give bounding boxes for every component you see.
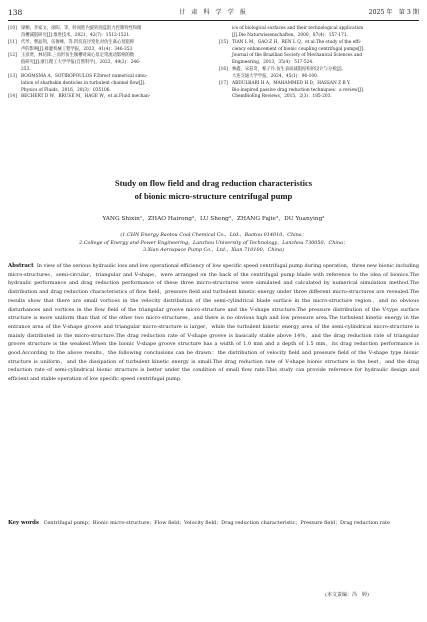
affiliation-line: 2.College of Energy and Power Engineering，Lanzhou University of Technology，Lanzhou 730050，China； [79, 239, 348, 246]
page-number: 138 [8, 8, 23, 17]
affiliation-line: (1.CHN Energy Baotou Coal Chemical Co.，Ltd.，Baotou 014010，China； [120, 232, 307, 238]
journal-name: 甘 肃 科 学 学 报 [179, 9, 248, 16]
abstract [8, 262, 419, 384]
issue-info: 2025 年 第 3 期 [368, 9, 419, 16]
reference-text: 代琴，曹晶剑，伍俊峰，等.凹坑直径变化对仿生离心泵阻抑 声的影响[J].排灌机械工程学报，2023，41(4)：346-353. [21, 39, 135, 52]
reference-number: [10] [8, 26, 17, 31]
reference-text: BECHERT D W，BRUSE M，HAGE W，et al.Fluid mechan- [21, 94, 151, 100]
abstract-label: Abstract [8, 263, 34, 269]
reference-number: [17] [219, 80, 228, 86]
title-line: Study on flow field and drag reduction characteristics [114, 178, 313, 188]
reference-number [219, 26, 232, 40]
reference-item [219, 81, 419, 102]
reference-item [8, 26, 204, 40]
abstract-text: In view of the serious hydraulic loss and low operational efficiency of low specific speed centrifugal pump during operation，three new bionic including micro-structures，semi-circular，triangular and V-shape，were arranged on the back of the centrifugal pump blade with reference to the idea of bionics.The hydraulic performance and drag reduction performance of these three micro-structures were simulated and calculated by numerical simulation method.The distribution and drag reduction characteristics of flow field，pressure field and turbulent kinetic energy under three different micro-structures are revealed.The results show that there are small vortices in the velocity distribution of the semi-cylindrical blade surface in the micro-structure region，and no obvious disturbances and vortices in the flow field of the triangular groove micro-structure and the V-shape structure.The pressure distribution of the V-type surface structure is more uniform than that of the other two micro-structures，and there is no obvious high and low pressure area.The turbulent kinetic energy in the entrance area of the V-shape groove and triangular micro-structure is larger，while the turbulent kinetic energy area of the semi-cylindrical micro-structure is mainly distributed in the micro-structure.The drag reduction rate of V-shape groove is basically stable above 14%，and the drag reduction rate of triangular groove structure is the weakest.When the bionic V-shape groove structure has a width of 1.0 mm and a depth of 1.5 mm，its drag reduction performance is good.According to the above results，the following conclusions can be drawn：the distribution of velocity field and pressure field of the V-shape type bionic structure is uniform，and the dissipation of turbulent kinetic energy is small.The drag reduction rate of V-shape bionic structure is the best，and the drag reduction rate of semi-cylindrical bionic structure is better under the condition of small flow rate.This study can provide reference for hydraulic design and efficient and stable operation of low specific speed centrifugal pump. [8, 263, 419, 383]
reference-item [8, 94, 204, 101]
reference-text: 王彦贾，林培锋.三角形仿生微槽对离心泵定常流动影响的数 值研究[J].浙江理工大学学报(自然科学)，2023，49(2)：246- 253. [21, 53, 141, 73]
reference-number: [13] [8, 73, 17, 79]
reference-text: BOOMSMA A，SOTIROPOULOS F.Direct numerical simu- lation of sharkskin denticles in turbulent channel flow[J]. Physics of Fluids，2016，28(3)：035106. [21, 73, 148, 93]
editor-note: (本文责编：冯 婷) [325, 592, 369, 598]
paper-title [0, 177, 427, 203]
references-left-column [8, 26, 204, 101]
reference-number: [14] [8, 94, 17, 100]
reference-item [8, 53, 204, 74]
reference-item [219, 67, 419, 81]
reference-number: [11] [8, 39, 17, 45]
reference-number: [16] [219, 67, 228, 73]
reference-number: [12] [8, 53, 17, 59]
keywords-label: Key words [8, 520, 39, 526]
reference-item [8, 40, 204, 54]
reference-item [8, 74, 204, 95]
affiliations [0, 232, 427, 255]
reference-item [219, 40, 419, 67]
running-header [8, 6, 419, 21]
reference-item [219, 26, 419, 40]
keywords-text: Centrifugal pump；Bionic micro-structure；Flow field；Velocity field；Drag reduction characteristic；Pressure field；Drag reduction rate [43, 520, 390, 526]
references-right-column [219, 26, 419, 101]
title-line: of bionic micro-structure centrifugal pump [134, 191, 293, 201]
keywords [8, 519, 419, 528]
affiliation-line: 3.Xian Aerospace Pump Co.，Ltd.，Xian 710100，China) [142, 247, 285, 254]
reference-text: TIAN L M，GAO Z H，REN L Q，et al.The study of the effi- ciency enhancement of bionic coupling centrifugal pumps[J]. Journal of the Brazilian Society of Mechanical Sciences and Engineering，2013，35(4)：517-524. [232, 39, 365, 66]
author-list: YANG Shixin¹，ZHAO Hairong²，LU Sheng²，ZHANG Fajie³，DU Yuanying² [102, 216, 325, 222]
reference-number: [15] [219, 39, 228, 45]
reference-text: ABDULBARI H A，MAHAMMED H D，HASSAN Z B Y. Bio-inspired passive drag reduction techniques：a review[J]. ChemBioEng Reviews，2015，2(3)：185-203. [232, 80, 365, 100]
reference-text: ics of biological surfaces and their technological application [J].Die Naturwissenschaften，2000，87(4)：157-171. [232, 26, 364, 38]
reference-text: 林鑫，宋兹奇，帐子丹.仿生表面减阻结构的设计与分析[J]. 大连交通大学学报，2024，45(1)：96-100. [232, 67, 343, 79]
reference-text: 梁桐，李家文，徐阳，等，时间腔内旋转圆盘阻力控制特性和微 沟槽减阻研究[J].推进技术，2021，42(7)：1512-1521. [21, 26, 142, 38]
